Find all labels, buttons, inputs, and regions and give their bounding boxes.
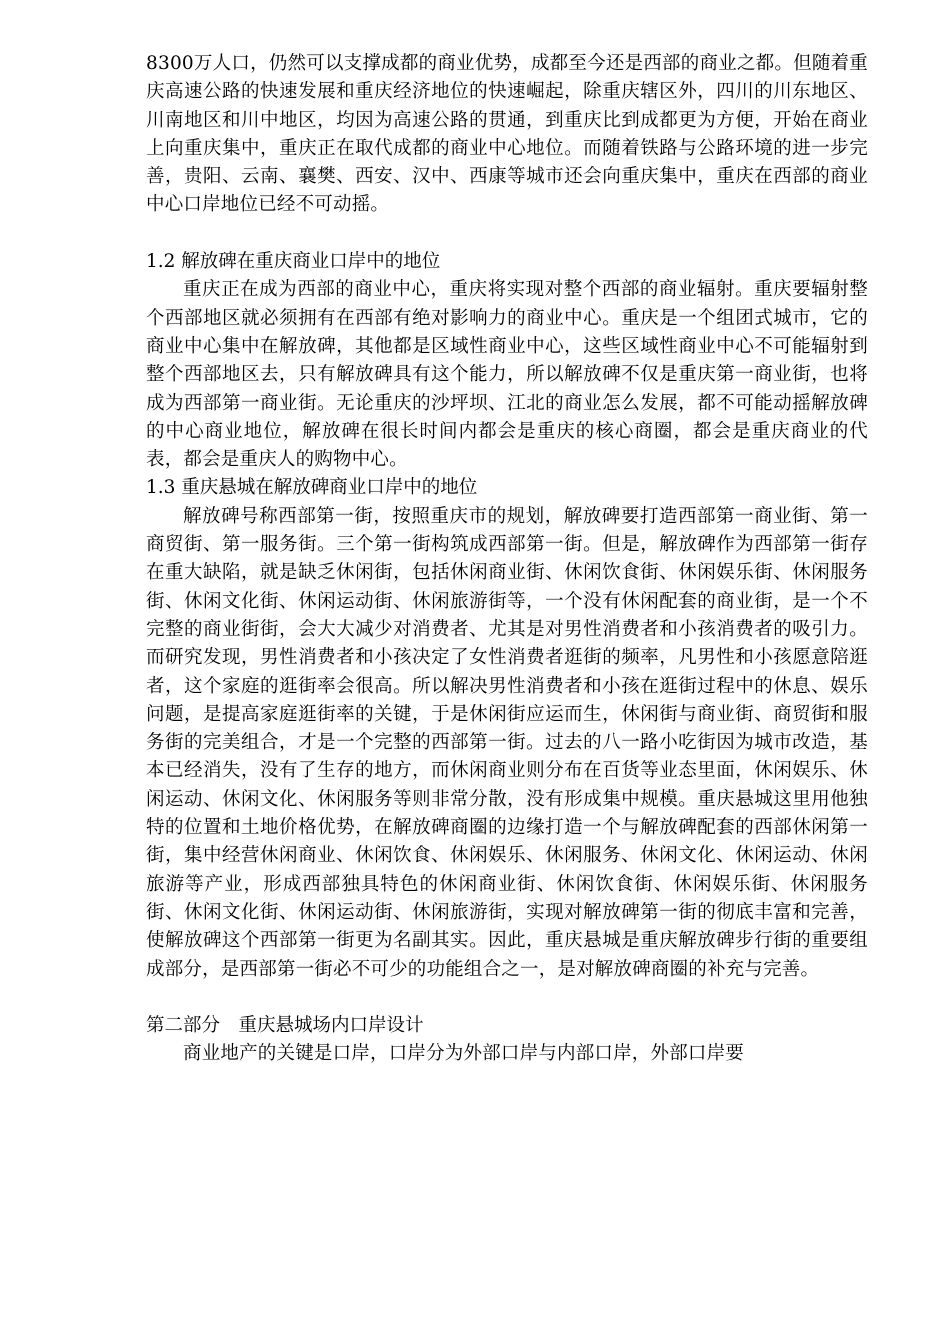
section-1-2-heading: 1.2 解放碑在重庆商业口岸中的地位: [146, 251, 441, 273]
part-2-heading: 第二部分 重庆悬城场内口岸设计: [146, 1015, 424, 1037]
section-1-2-paragraph: 重庆正在成为西部的商业中心，重庆将实现对整个西部的商业辐射。重庆要辐射整个西部地区就必须拥有在西部有绝对影响力的商业中心。重庆是一个组团式城市，它的商业中心集中在解放碑，其他都是区域性商业中心，这些区域性商业中心不可能辐射到整个西部地区去，只有解放碑具有这个能力，所以解放碑不仅是重庆第一商业街，也将成为西部第一商业街。无论重庆的沙坪坝、江北的商业怎么发展，都不可能动摇解放碑的中心商业地位，解放碑在很长时间内都会是重庆的核心商圈，都会是重庆商业的代表，都会是重庆人的购物中心。: [146, 279, 868, 471]
section-1-3-paragraph: 解放碑号称西部第一街，按照重庆市的规划，解放碑要打造西部第一商业街、第一商贸街、第一服务街。三个第一街构筑成西部第一街。但是，解放碑作为西部第一街存在重大缺陷，就是缺乏休闲街，包括休闲商业街、休闲饮食街、休闲娱乐街、休闲服务街、休闲文化街、休闲运动街、休闲旅游街等，一个没有休闲配套的商业街，是一个不完整的商业街街，会大大减少对消费者、尤其是对男性消费者和小孩消费者的吸引力。而研究发现，男性消费者和小孩决定了女性消费者逛街的频率，凡男性和小孩愿意陪逛者，这个家庭的逛街率会很高。所以解决男性消费者和小孩在逛街过程中的休息、娱乐问题，是提高家庭逛街率的关键，于是休闲街应运而生，休闲街与商业街、商贸街和服务街的完美组合，才是一个完整的西部第一街。过去的八一路小吃街因为城市改造，基本已经消失，没有了生存的地方，而休闲商业则分布在百货等业态里面，休闲娱乐、休闲运动、休闲文化、休闲服务等则非常分散，没有形成集中规模。重庆悬城这里用他独特的位置和土地价格优势，在解放碑商圈的边缘打造一个与解放碑配套的西部休闲第一街，集中经营休闲商业、休闲饮食、休闲娱乐、休闲服务、休闲文化、休闲运动、休闲旅游等产业，形成西部独具特色的休闲商业街、休闲饮食街、休闲娱乐街、休闲服务街、休闲文化街、休闲运动街、休闲旅游街，实现对解放碑第一街的彻底丰富和完善，使解放碑这个西部第一街更为名副其实。因此，重庆悬城是重庆解放碑步行街的重要组成部分，是西部第一街必不可少的功能组合之一，是对解放碑商圈的补充与完善。: [146, 505, 868, 980]
intro-paragraph: 8300万人口，仍然可以支撑成都的商业优势，成都至今还是西部的商业之都。但随着重庆高速公路的快速发展和重庆经济地位的快速崛起，除重庆辖区外，四川的川东地区、川南地区和川中地区，均因为高速公路的贯通，到重庆比到成都更为方便，开始在商业上向重庆集中，重庆正在取代成都的商业中心地位。而随着铁路与公路环境的进一步完善，贵阳、云南、襄樊、西安、汉中、西康等城市还会向重庆集中，重庆在西部的商业中心口岸地位已经不可动摇。: [146, 53, 868, 216]
section-1-3-heading: 1.3 重庆悬城在解放碑商业口岸中的地位: [146, 477, 478, 499]
section-gap: [146, 220, 868, 248]
section-gap: [146, 984, 868, 1012]
part-2-paragraph: 商业地产的关键是口岸，口岸分为外部口岸与内部口岸，外部口岸要: [183, 1043, 745, 1065]
document-page: [146, 50, 868, 1069]
